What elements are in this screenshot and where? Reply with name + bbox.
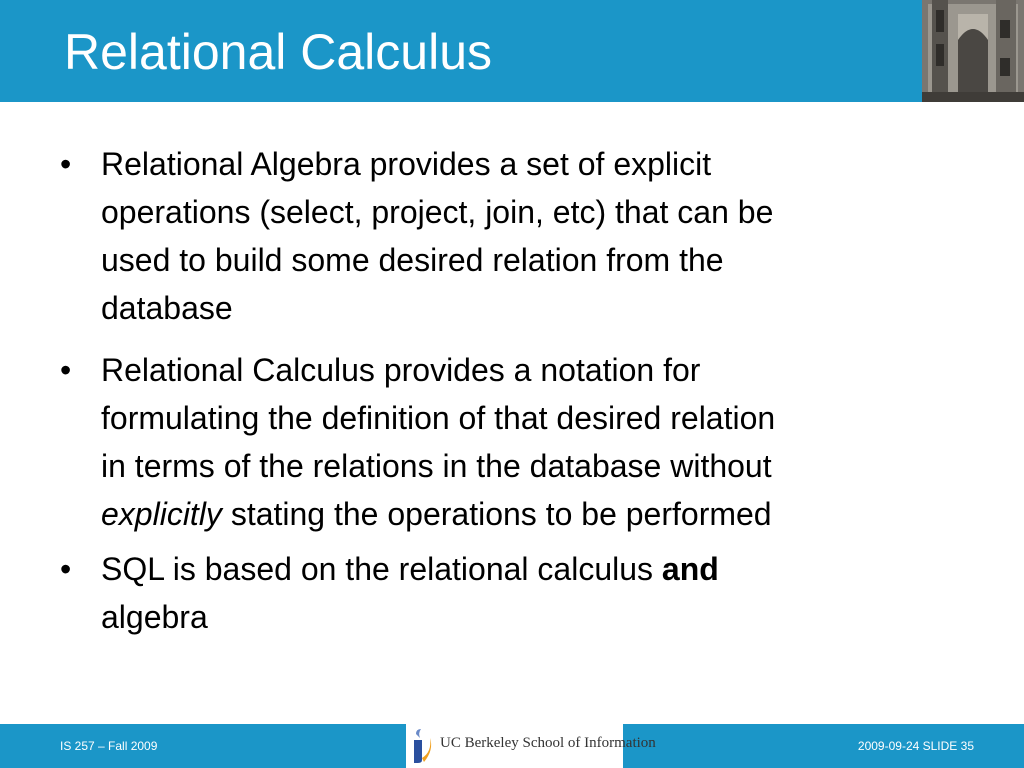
info-i-icon bbox=[412, 728, 434, 764]
footer-bar bbox=[0, 724, 1024, 768]
bullet-line: in terms of the relations in the database without bbox=[101, 448, 772, 484]
bullet-line: operations (select, project, join, etc) that can be bbox=[101, 194, 774, 230]
bullet-line bbox=[101, 490, 951, 538]
emphasis-text: explicitly bbox=[101, 496, 222, 532]
building-photo bbox=[922, 0, 1024, 102]
bullet-marker: • bbox=[60, 352, 72, 388]
bullet-marker: • bbox=[60, 146, 72, 182]
slide-date-number: 2009-09-24 SLIDE 35 bbox=[857, 739, 974, 753]
bullet-line-text: SQL is based on the relational calculus bbox=[101, 551, 662, 587]
bullet-line: formulating the definition of that desired relation bbox=[101, 400, 776, 436]
slide-title: Relational Calculus bbox=[64, 24, 493, 80]
bullet-line: algebra bbox=[101, 599, 208, 635]
course-label: IS 257 – Fall 2009 bbox=[60, 739, 158, 753]
bold-text: and bbox=[661, 551, 719, 587]
bullet-line: Relational Algebra provides a set of explicit bbox=[101, 146, 712, 182]
school-logo bbox=[406, 724, 656, 768]
title-bar bbox=[0, 0, 1024, 102]
logo-text: UC Berkeley School of Information bbox=[440, 735, 656, 751]
bullet-line: Relational Calculus provides a notation for bbox=[101, 352, 701, 388]
bullet-marker: • bbox=[60, 551, 72, 587]
bullet-line: database bbox=[101, 290, 233, 326]
bullet-line: used to build some desired relation from the bbox=[101, 242, 724, 278]
bullet-line-rest: stating the operations to be performed bbox=[221, 496, 772, 532]
bullet-line bbox=[101, 545, 951, 593]
